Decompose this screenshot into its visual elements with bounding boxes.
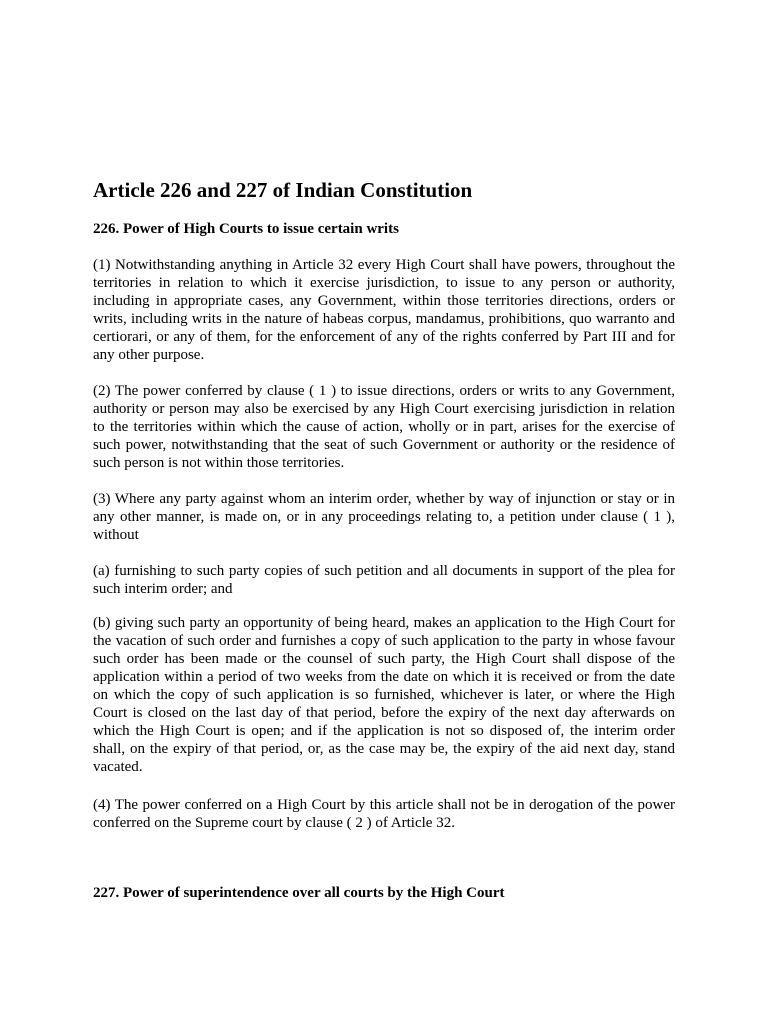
clause-3-paragraph: (3) Where any party against whom an interim order, whether by way of injunction or stay or in any other manner, is made on, or in any proceedings relating to, a petition under clause ( 1 ), without bbox=[93, 491, 675, 543]
subclause-b-paragraph: (b) giving such party an opportunity of being heard, makes an application to the High Court for the vacation of such order and furnishes a copy of such application to the party in whose favour such order has been made or the counsel of such party, the High Court shall dispose of the application within a period of two weeks from the date on which it is received or from the date on which the copy of such application is so furnished, whichever is later, or where the High Court is closed on the last day of that period, before the expiry of the next day afterwards on which the High Court is open; and if the application is not so disposed of, the interim order shall, on the expiry of that period, or, as the case may be, the expiry of the aid next day, stand vacated. bbox=[93, 615, 675, 775]
document-title: Article 226 and 227 of Indian Constitution bbox=[93, 178, 473, 202]
clause-1-paragraph: (1) Notwithstanding anything in Article 32 every High Court shall have powers, throughout the territories in relation to which it exercise jurisdiction, to issue to any person or authority, including in appropriate cases, any Government, within those territories directions, orders or writs, including writs in the nature of habeas corpus, mandamus, prohibitions, quo warranto and certiorari, or any of them, for the enforcement of any of the rights conferred by Part III and for any other purpose. bbox=[93, 257, 675, 363]
section-227-heading: 227. Power of superintendence over all courts by the High Court bbox=[93, 885, 505, 901]
section-226-heading: 226. Power of High Courts to issue certain writs bbox=[93, 221, 399, 237]
clause-4-paragraph: (4) The power conferred on a High Court by this article shall not be in derogation of the power conferred on the Supreme court by clause ( 2 ) of Article 32. bbox=[93, 797, 675, 831]
subclause-a-paragraph: (a) furnishing to such party copies of such petition and all documents in support of the plea for such interim order; and bbox=[93, 563, 675, 597]
clause-2-paragraph: (2) The power conferred by clause ( 1 ) to issue directions, orders or writs to any Government, authority or person may also be exercised by any High Court exercising jurisdiction in relation to the territories within which the cause of action, wholly or in part, arises for the exercise of such power, notwithstanding that the seat of such Government or authority or the residence of such person is not within those territories. bbox=[93, 383, 675, 471]
